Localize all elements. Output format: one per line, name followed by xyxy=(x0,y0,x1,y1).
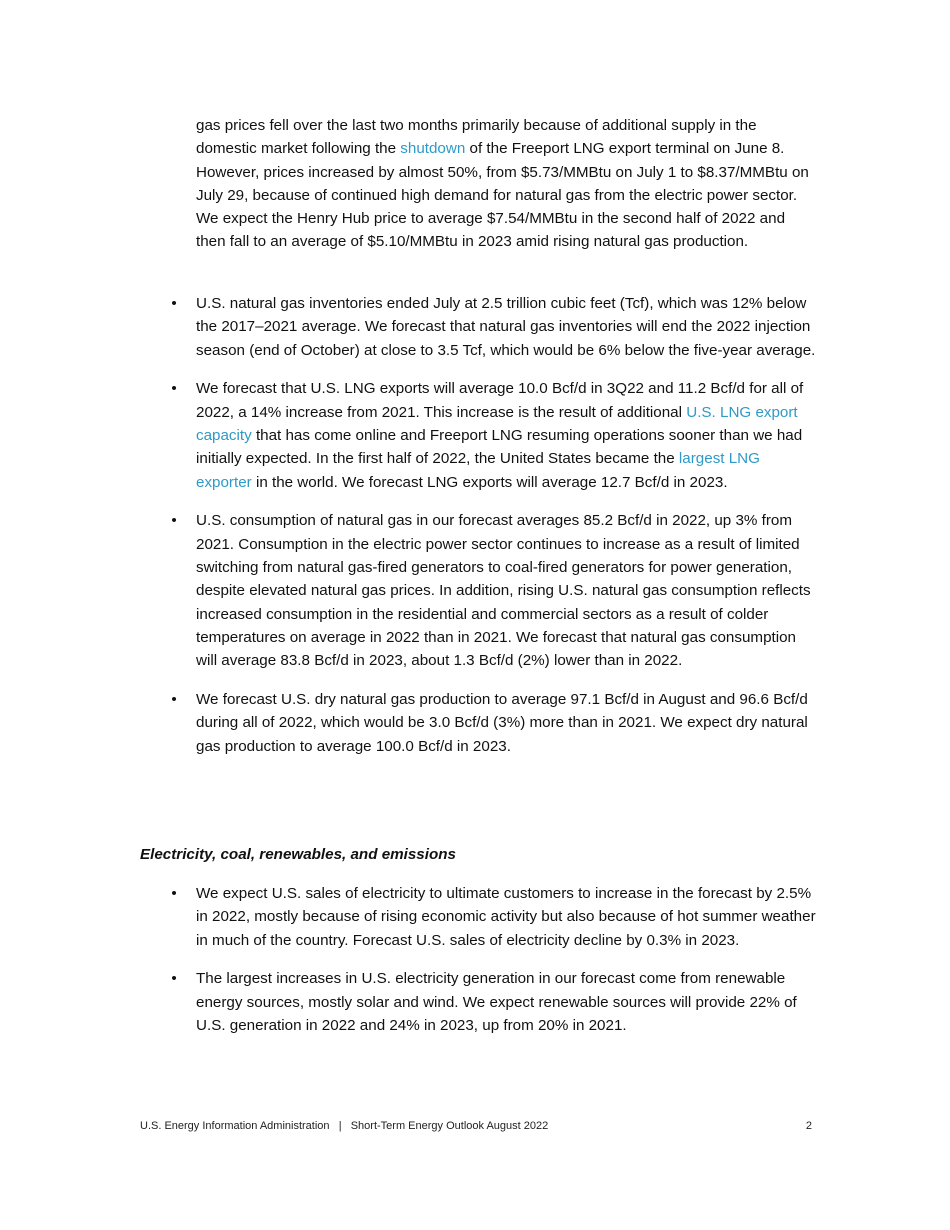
intro-paragraph xyxy=(196,114,816,254)
bullet-icon: • xyxy=(171,690,177,708)
list-item xyxy=(0,967,816,1037)
lng-text-1: We forecast that U.S. LNG exports will average 10.0 Bcf/d in 3Q22 and 11.2 Bcf/d for all of 2022, a 14% increase from 2021. This increase is the result of additional xyxy=(196,380,804,421)
bullet-icon: • xyxy=(171,380,177,398)
electricity-sales-text: We expect U.S. sales of electricity to ultimate customers to increase in the forecast by 2.5% in 2022, mostly because of rising economic activity but also because of hot summer weather in much of the country. Forecast U.S. sales of electricity decline by 0.3% in 2023. xyxy=(196,885,816,949)
list-item xyxy=(0,688,816,758)
natural-gas-bullet-list xyxy=(0,292,950,773)
bullet-icon: • xyxy=(171,970,177,988)
page-number: 2 xyxy=(805,1120,812,1132)
lng-export-capacity-link[interactable]: U.S. LNG export capacity xyxy=(196,403,798,444)
list-item xyxy=(0,509,816,672)
section-heading: Electricity, coal, renewables, and emissions xyxy=(140,846,456,863)
intro-text-2: of the Freeport LNG export terminal on June 8. However, prices increased by almost 50%, from $5.73/MMBtu on July 1 to $8.37/MMBtu on July 29, because of continued high demand for natural gas from the electric power sector. We expect the Henry Hub price to average $7.54/MMBtu in the second half of 2022 and then fall to an average of $5.10/MMBtu in 2023 amid rising natural gas production. xyxy=(196,140,809,251)
production-text: We forecast U.S. dry natural gas production to average 97.1 Bcf/d in August and 96.6 Bcf/d during all of 2022, which would be 3.0 Bcf/d (3%) more than in 2021. We expect dry natural gas production to average 100.0 Bcf/d in 2023. xyxy=(196,690,808,755)
list-item xyxy=(0,292,816,362)
intro-text-1: gas prices fell over the last two months primarily because of additional supply in the domestic market following the xyxy=(196,117,757,158)
consumption-text: U.S. consumption of natural gas in our forecast averages 85.2 Bcf/d in 2022, up 3% from 2021. Consumption in the electric power sector continues to increase as a result of limited switching from natural gas-fired generators to coal-fired generators for power generation, despite elevated natural gas prices. In addition, rising U.S. natural gas consumption reflects increased consumption in the residential and commercial sectors as a result of colder temperatures on average in 2022 than in 2021. We forecast that natural gas consumption will average 83.8 Bcf/d in 2023, about 1.3 Bcf/d (2%) lower than in 2022. xyxy=(196,512,811,670)
lng-text-2: that has come online and Freeport LNG resuming operations sooner than we had initially expected. In the first half of 2022, the United States became the xyxy=(196,426,803,468)
bullet-icon: • xyxy=(171,295,177,312)
bullet-icon: • xyxy=(171,885,177,902)
electricity-bullet-list xyxy=(0,882,950,1053)
lng-text-3: in the world. We forecast LNG exports will average 12.7 Bcf/d in 2023. xyxy=(251,473,728,491)
footer-source: U.S. Energy Information Administration | Short-Term Energy Outlook August 2022 xyxy=(140,1120,549,1132)
list-item xyxy=(0,377,816,493)
renewables-text: The largest increases in U.S. electricity generation in our forecast come from renewable energy sources, mostly solar and wind. We expect renewable sources will provide 22% of U.S. generation in 2022 and 24% in 2023, up from 20% in 2021. xyxy=(196,970,797,1034)
list-item xyxy=(0,882,816,952)
largest-lng-exporter-link[interactable]: largest LNG exporter xyxy=(196,450,760,491)
shutdown-link[interactable]: shutdown xyxy=(400,140,466,158)
inventories-text: U.S. natural gas inventories ended July at 2.5 trillion cubic feet (Tcf), which was 12% below the 2017–2021 average. We forecast that natural gas inventories will end the 2022 injection season (end of October) at close to 3.5 Tcf, which would be 6% below the five-year average. xyxy=(196,295,816,359)
bullet-icon: • xyxy=(171,512,177,530)
